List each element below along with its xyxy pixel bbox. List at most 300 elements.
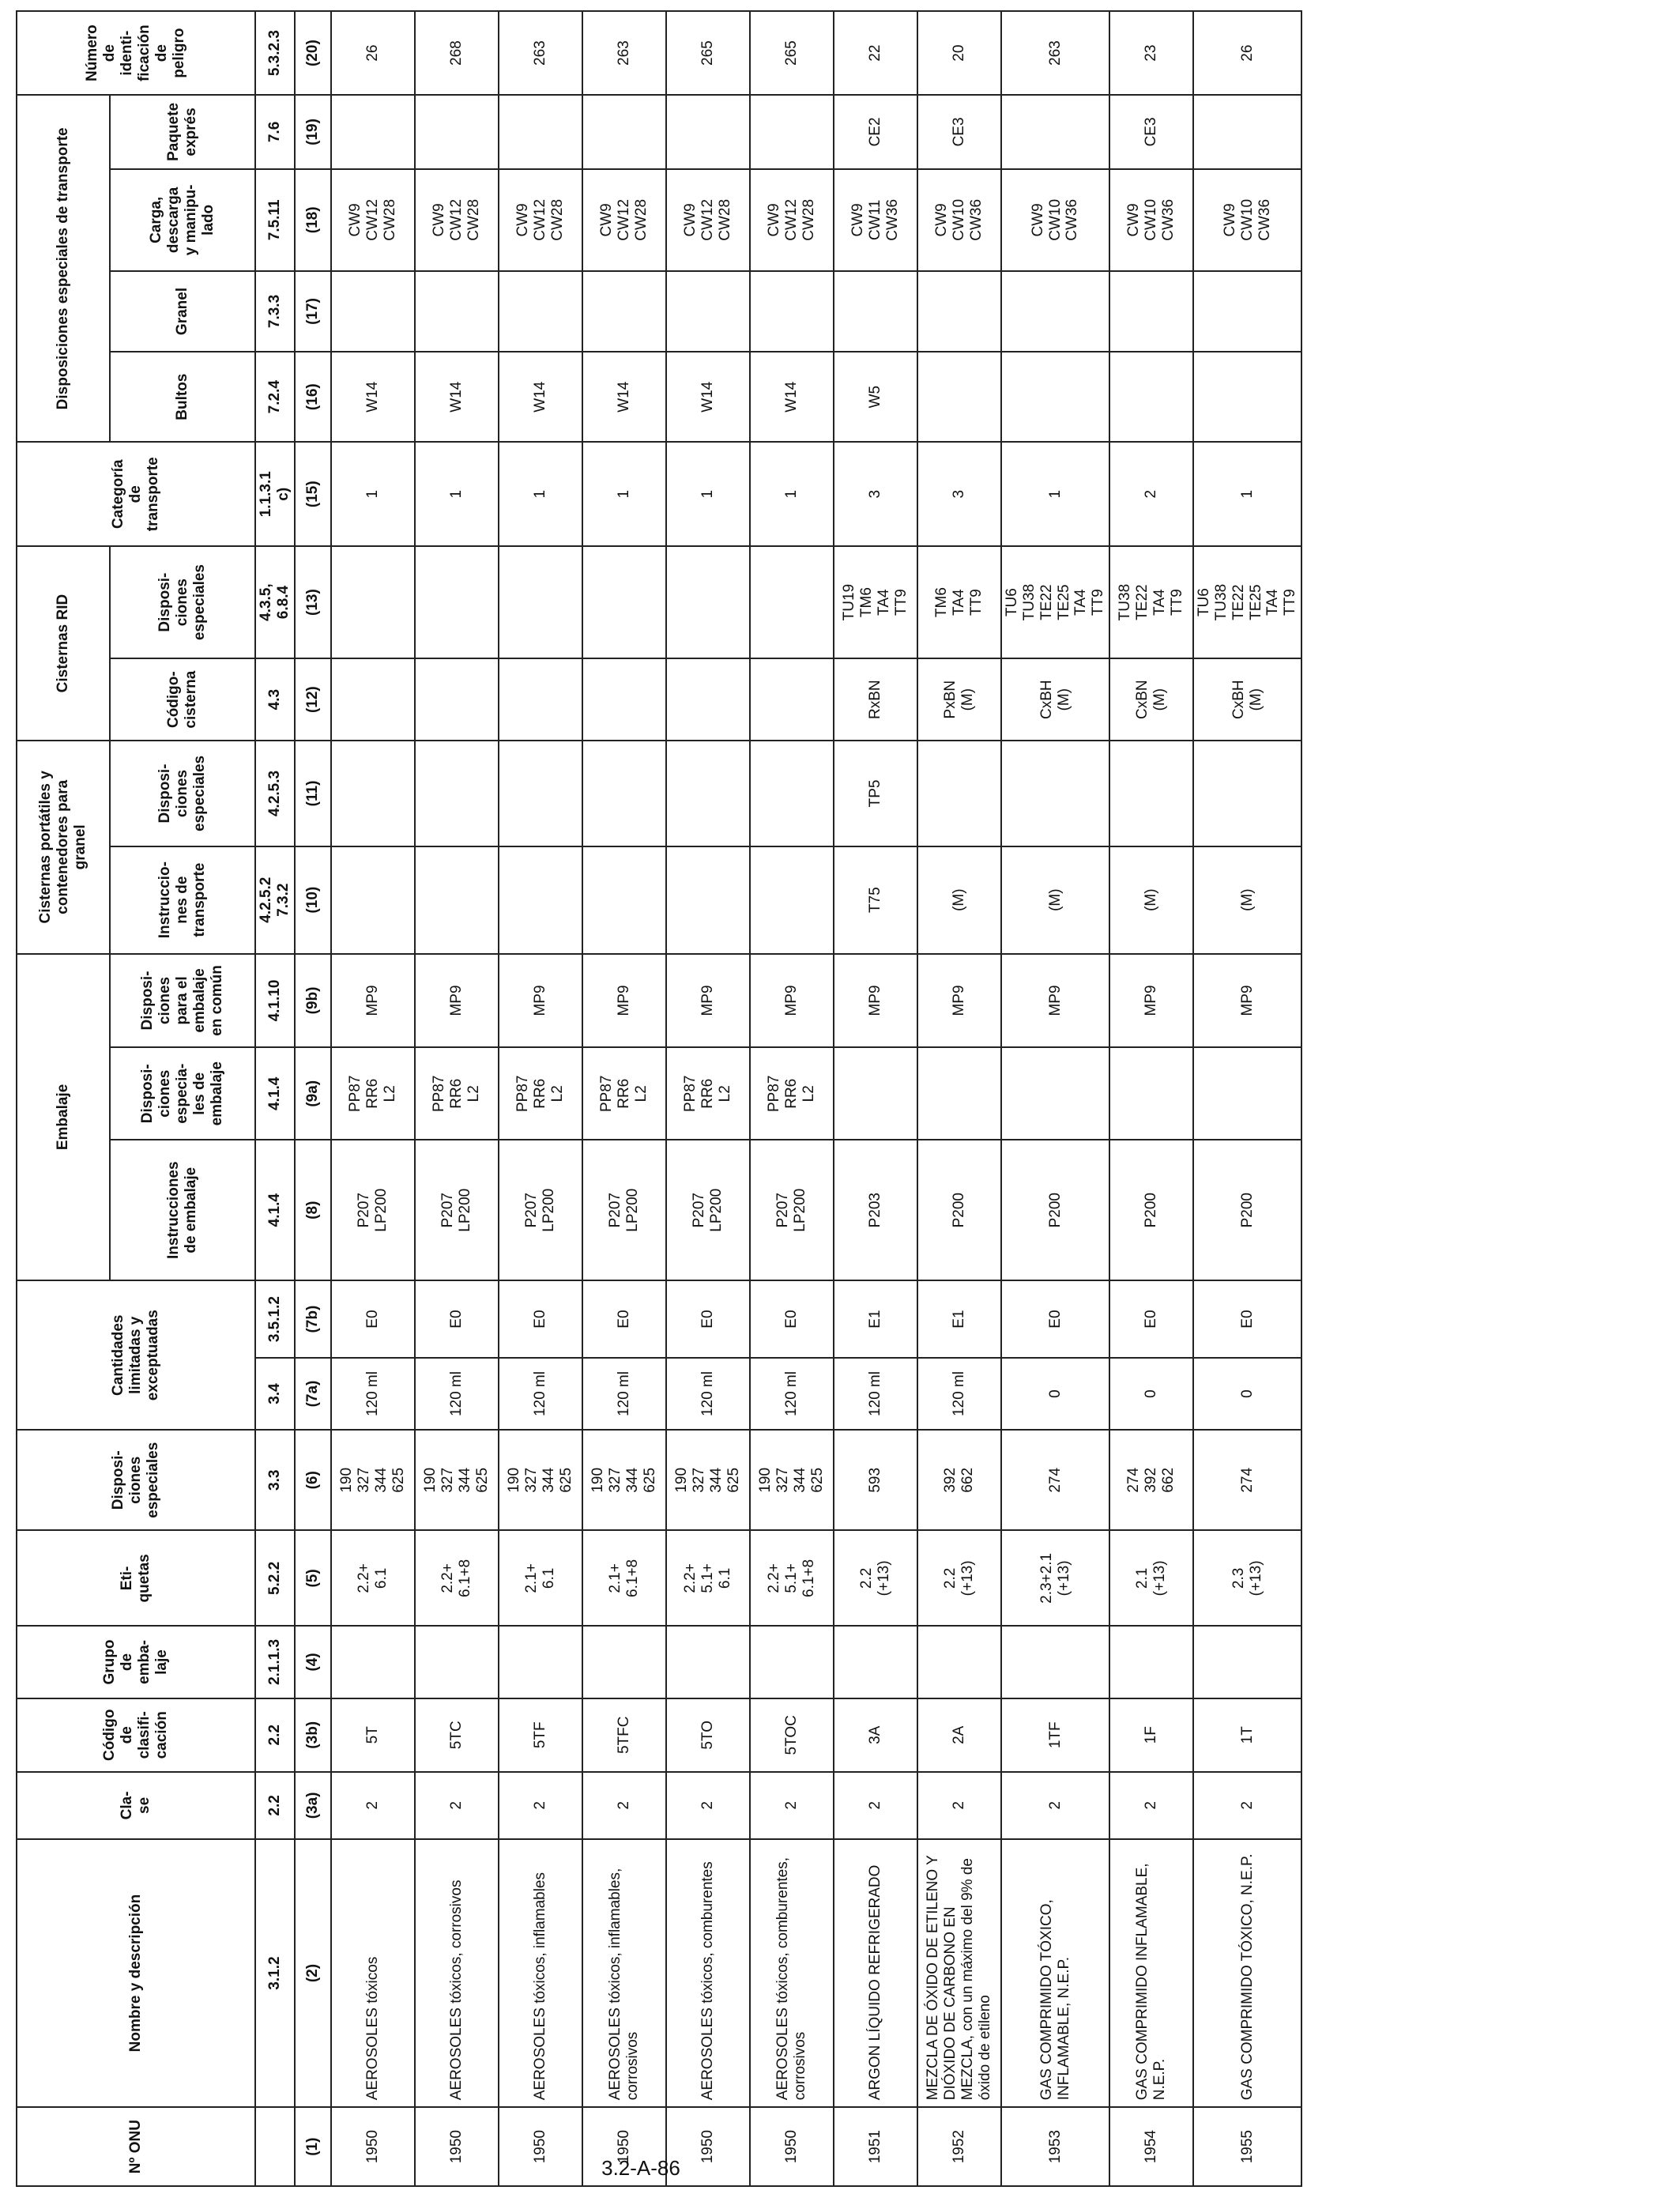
data-row-labels: 2.2+ 5.1+ 6.1 xyxy=(666,1530,750,1626)
ref-row-loading: 7.5.11 xyxy=(255,169,295,271)
data-row-bulk xyxy=(331,271,415,352)
data-row-packing-group xyxy=(499,1626,582,1698)
data-row-bulk xyxy=(499,271,582,352)
data-row-limited-qty: 120 ml xyxy=(415,1358,499,1430)
ref-row-labels: 5.2.2 xyxy=(255,1530,295,1626)
data-row-transport-category: 1 xyxy=(582,442,666,546)
data-row-express: CE3 xyxy=(917,95,1001,168)
page-number: 3.2-A-86 xyxy=(601,2156,680,2180)
data-row-transport-category: 1 xyxy=(1001,442,1109,546)
data-row-labels: 2.1 (+13) xyxy=(1109,1530,1193,1626)
data-row-class: 2 xyxy=(331,1772,415,1839)
data-row-tank-instructions: (M) xyxy=(1001,846,1109,954)
data-row-mixed-packing: MP9 xyxy=(750,954,834,1048)
data-row-bulk xyxy=(1193,271,1301,352)
header-tank-code: Código- cisterna xyxy=(110,658,255,741)
data-row-packing-group xyxy=(917,1626,1001,1698)
data-row-packages: W14 xyxy=(750,352,834,443)
col-number-row-express: (19) xyxy=(295,95,331,168)
data-row-class: 2 xyxy=(1001,1772,1109,1839)
data-row-name: ARGON LÍQUIDO REFRIGERADO xyxy=(834,1839,917,2107)
col-number-row-packages: (16) xyxy=(295,352,331,443)
data-row-transport-category: 1 xyxy=(415,442,499,546)
data-row-limited-qty: 0 xyxy=(1193,1358,1301,1430)
data-row-special-packing: PP87 RR6 L2 xyxy=(582,1047,666,1140)
data-row-mixed-packing: MP9 xyxy=(415,954,499,1048)
data-row-special-packing: PP87 RR6 L2 xyxy=(415,1047,499,1140)
data-row-special-provisions: 190 327 344 625 xyxy=(582,1430,666,1530)
data-row-excepted-qty: E0 xyxy=(582,1280,666,1358)
data-row-packing-group xyxy=(582,1626,666,1698)
data-row-classification-code: 5TOC xyxy=(750,1698,834,1772)
data-row-packing-instructions: P200 xyxy=(1001,1140,1109,1280)
data-row xyxy=(917,11,1001,2186)
data-row-labels: 2.1+ 6.1+8 xyxy=(582,1530,666,1626)
data-row-bulk xyxy=(415,271,499,352)
data-row-limited-qty: 120 ml xyxy=(834,1358,917,1430)
data-row-mixed-packing: MP9 xyxy=(1193,954,1301,1048)
data-row-tank-code: CxBN (M) xyxy=(1109,658,1193,741)
data-row-special-provisions: 190 327 344 625 xyxy=(666,1430,750,1530)
data-row-classification-code: 1F xyxy=(1109,1698,1193,1772)
data-row-tank-instructions: (M) xyxy=(1109,846,1193,954)
header-packaging: Embalaje xyxy=(17,954,110,1281)
data-row-excepted-qty: E0 xyxy=(499,1280,582,1358)
ref-row-class: 2.2 xyxy=(255,1772,295,1839)
data-row-tank-code xyxy=(499,658,582,741)
header-transport-category: Categoría de transporte xyxy=(17,442,255,546)
data-row-packages: W14 xyxy=(415,352,499,443)
data-row-rid-special xyxy=(750,546,834,658)
data-row-packing-instructions: P207 LP200 xyxy=(331,1140,415,1280)
data-row-rid-special xyxy=(499,546,582,658)
data-row-loading: CW9 CW10 CW36 xyxy=(1109,169,1193,271)
header-rid-tanks: Cisternas RID xyxy=(17,546,110,741)
col-number-row-limited-qty: (7a) xyxy=(295,1358,331,1430)
col-number-row-labels: (5) xyxy=(295,1530,331,1626)
data-row-classification-code: 5TO xyxy=(666,1698,750,1772)
data-row-tank-instructions xyxy=(582,846,666,954)
data-row-loading: CW9 CW12 CW28 xyxy=(415,169,499,271)
data-row-excepted-qty: E0 xyxy=(666,1280,750,1358)
data-row-tank-special: TP5 xyxy=(834,741,917,846)
data-row-mixed-packing: MP9 xyxy=(666,954,750,1048)
data-row-transport-category: 1 xyxy=(1193,442,1301,546)
data-row-packages xyxy=(1109,352,1193,443)
data-row-mixed-packing: MP9 xyxy=(917,954,1001,1048)
data-row-transport-category: 1 xyxy=(331,442,415,546)
data-row-mixed-packing: MP9 xyxy=(1001,954,1109,1048)
data-row-name: AEROSOLES tóxicos, comburentes xyxy=(666,1839,750,2107)
data-row-special-packing: PP87 RR6 L2 xyxy=(750,1047,834,1140)
ref-row-tank-instructions: 4.2.5.2 7.3.2 xyxy=(255,846,295,954)
data-row-classification-code: 1TF xyxy=(1001,1698,1109,1772)
data-row-name: GAS COMPRIMIDO TÓXICO, INFLAMABLE, N.E.P. xyxy=(1001,1839,1109,2107)
data-row-un-no: 1955 xyxy=(1193,2107,1301,2186)
data-row xyxy=(1001,11,1109,2186)
data-row-loading: CW9 CW12 CW28 xyxy=(582,169,666,271)
data-row-packages: W14 xyxy=(666,352,750,443)
ref-row-tank-code: 4.3 xyxy=(255,658,295,741)
data-row-hazard-id: 263 xyxy=(582,11,666,95)
header-classification-code: Código de clasifi- cación xyxy=(17,1698,255,1772)
data-row-name: AEROSOLES tóxicos, comburentes, corrosivos xyxy=(750,1839,834,2107)
data-row-limited-qty: 120 ml xyxy=(331,1358,415,1430)
data-row-un-no: 1953 xyxy=(1001,2107,1109,2186)
col-number-row-packing-group: (4) xyxy=(295,1626,331,1698)
header-un-no: Nº ONU xyxy=(17,2107,255,2186)
data-row-packing-group xyxy=(750,1626,834,1698)
data-row-excepted-qty: E1 xyxy=(917,1280,1001,1358)
data-row-labels: 2.2+ 6.1+8 xyxy=(415,1530,499,1626)
col-number-row-tank-code: (12) xyxy=(295,658,331,741)
data-row-express xyxy=(499,95,582,168)
data-row-special-provisions: 274 xyxy=(1001,1430,1109,1530)
data-row-packing-instructions: P207 LP200 xyxy=(582,1140,666,1280)
data-row-packing-group xyxy=(666,1626,750,1698)
col-number-row-transport-category: (15) xyxy=(295,442,331,546)
data-row-rid-special: TU38 TE22 TA4 TT9 xyxy=(1109,546,1193,658)
header-express: Paquete exprés xyxy=(110,95,255,168)
data-row-tank-special xyxy=(415,741,499,846)
rotated-table-container xyxy=(16,10,1299,2187)
data-row-limited-qty: 0 xyxy=(1109,1358,1193,1430)
data-row-packing-instructions: P207 LP200 xyxy=(415,1140,499,1280)
col-number-row-mixed-packing: (9b) xyxy=(295,954,331,1048)
data-row-class: 2 xyxy=(415,1772,499,1839)
data-row-hazard-id: 265 xyxy=(750,11,834,95)
data-row-tank-code xyxy=(750,658,834,741)
ref-row-tank-special: 4.2.5.3 xyxy=(255,741,295,846)
data-row-class: 2 xyxy=(582,1772,666,1839)
data-row-name: AEROSOLES tóxicos, inflamables xyxy=(499,1839,582,2107)
data-row-loading: CW9 CW12 CW28 xyxy=(331,169,415,271)
ref-row-hazard-id: 5.3.2.3 xyxy=(255,11,295,95)
data-row-excepted-qty: E0 xyxy=(750,1280,834,1358)
col-number-row-un-no: (1) xyxy=(295,2107,331,2186)
data-row-packing-group xyxy=(1001,1626,1109,1698)
data-row-tank-special xyxy=(917,741,1001,846)
header-packing-group: Grupo de emba- laje xyxy=(17,1626,255,1698)
header-portable-tanks: Cisternas portátiles y contenedores para granel xyxy=(17,741,110,953)
data-row-bulk xyxy=(582,271,666,352)
header-hazard-id: Número de identi- ficación de peligro xyxy=(17,11,255,95)
data-row-packing-group xyxy=(1193,1626,1301,1698)
header-mixed-packing: Disposi- ciones para el embalaje en común xyxy=(110,954,255,1048)
data-row-labels: 2.3 (+13) xyxy=(1193,1530,1301,1626)
header-transport-special: Disposiciones especiales de transporte xyxy=(17,95,110,442)
col-number-row-special-provisions: (6) xyxy=(295,1430,331,1530)
data-row-excepted-qty: E0 xyxy=(1001,1280,1109,1358)
data-row-tank-instructions: (M) xyxy=(917,846,1001,954)
data-row-labels: 2.3+2.1 (+13) xyxy=(1001,1530,1109,1626)
header-limited-quantities: Cantidades limitadas y exceptuadas xyxy=(17,1280,255,1430)
data-row xyxy=(834,11,917,2186)
header-name: Nombre y descripción xyxy=(17,1839,255,2107)
data-row-loading: CW9 CW10 CW36 xyxy=(1001,169,1109,271)
col-number-row-loading: (18) xyxy=(295,169,331,271)
data-row xyxy=(331,11,415,2186)
data-row-packages xyxy=(1193,352,1301,443)
header-loading: Carga, descarga y manipu- lado xyxy=(110,169,255,271)
data-row-rid-special xyxy=(582,546,666,658)
data-row-tank-instructions xyxy=(750,846,834,954)
data-row-classification-code: 5TF xyxy=(499,1698,582,1772)
ref-row-special-packing: 4.1.4 xyxy=(255,1047,295,1140)
ref-row-special-provisions: 3.3 xyxy=(255,1430,295,1530)
ref-row-mixed-packing: 4.1.10 xyxy=(255,954,295,1048)
data-row-special-provisions: 392 662 xyxy=(917,1430,1001,1530)
data-row-excepted-qty: E0 xyxy=(331,1280,415,1358)
data-row-un-no: 1950 xyxy=(499,2107,582,2186)
header-tank-special: Disposi- ciones especiales xyxy=(110,741,255,846)
data-row-packages: W14 xyxy=(331,352,415,443)
data-row-un-no: 1950 xyxy=(750,2107,834,2186)
data-row-rid-special xyxy=(331,546,415,658)
data-row-limited-qty: 120 ml xyxy=(750,1358,834,1430)
header-rid-special: Disposi- ciones especiales xyxy=(110,546,255,658)
data-row-transport-category: 1 xyxy=(499,442,582,546)
data-row-tank-instructions xyxy=(666,846,750,954)
data-row-hazard-id: 23 xyxy=(1109,11,1193,95)
data-row-express xyxy=(1001,95,1109,168)
data-row-un-no: 1950 xyxy=(331,2107,415,2186)
data-row-un-no: 1952 xyxy=(917,2107,1001,2186)
data-row-tank-special xyxy=(499,741,582,846)
data-row-loading: CW9 CW12 CW28 xyxy=(750,169,834,271)
data-row-limited-qty: 120 ml xyxy=(499,1358,582,1430)
col-number-row-tank-instructions: (10) xyxy=(295,846,331,954)
header-packages: Bultos xyxy=(110,352,255,443)
col-number-row xyxy=(295,11,331,2186)
data-row-limited-qty: 120 ml xyxy=(917,1358,1001,1430)
data-row-hazard-id: 268 xyxy=(415,11,499,95)
data-row-hazard-id: 265 xyxy=(666,11,750,95)
data-row xyxy=(582,11,666,2186)
ref-row-transport-category: 1.1.3.1 c) xyxy=(255,442,295,546)
data-row-hazard-id: 22 xyxy=(834,11,917,95)
data-row-labels: 2.2 (+13) xyxy=(917,1530,1001,1626)
data-row-packages: W5 xyxy=(834,352,917,443)
col-number-row-rid-special: (13) xyxy=(295,546,331,658)
data-row-name: AEROSOLES tóxicos, corrosivos xyxy=(415,1839,499,2107)
header-special-packing: Disposi- ciones especia- les de embalaje xyxy=(110,1047,255,1140)
data-row-packing-instructions: P207 LP200 xyxy=(499,1140,582,1280)
data-row-tank-special xyxy=(582,741,666,846)
data-row-classification-code: 5T xyxy=(331,1698,415,1772)
data-row-classification-code: 2A xyxy=(917,1698,1001,1772)
data-row-class: 2 xyxy=(834,1772,917,1839)
data-row-name: MEZCLA DE ÓXIDO DE ETILENO Y DIÓXIDO DE CARBONO EN MEZCLA, con un máximo del 9% de óxido de etileno xyxy=(917,1839,1001,2107)
data-row-class: 2 xyxy=(666,1772,750,1839)
data-row-bulk xyxy=(1001,271,1109,352)
col-number-row-special-packing: (9a) xyxy=(295,1047,331,1140)
data-row-special-packing xyxy=(917,1047,1001,1140)
data-row-limited-qty: 0 xyxy=(1001,1358,1109,1430)
data-row-hazard-id: 26 xyxy=(1193,11,1301,95)
col-number-row-hazard-id: (20) xyxy=(295,11,331,95)
data-row-tank-special xyxy=(666,741,750,846)
data-row-transport-category: 3 xyxy=(834,442,917,546)
data-row-excepted-qty: E1 xyxy=(834,1280,917,1358)
data-row-tank-instructions: (M) xyxy=(1193,846,1301,954)
data-row xyxy=(499,11,582,2186)
ref-row-packing-instructions: 4.1.4 xyxy=(255,1140,295,1280)
data-row-rid-special xyxy=(666,546,750,658)
data-row-tank-instructions xyxy=(415,846,499,954)
data-row-special-packing xyxy=(1193,1047,1301,1140)
data-row-rid-special xyxy=(415,546,499,658)
data-row-hazard-id: 26 xyxy=(331,11,415,95)
data-row xyxy=(1109,11,1193,2186)
header-packing-instructions: Instrucciones de embalaje xyxy=(110,1140,255,1280)
dangerous-goods-table xyxy=(16,10,1302,2187)
data-row-name: GAS COMPRIMIDO TÓXICO, N.E.P. xyxy=(1193,1839,1301,2107)
data-row-loading: CW9 CW10 CW36 xyxy=(1193,169,1301,271)
data-row-un-no: 1950 xyxy=(582,2107,666,2186)
data-row-tank-instructions xyxy=(499,846,582,954)
data-row-un-no: 1954 xyxy=(1109,2107,1193,2186)
data-row-bulk xyxy=(666,271,750,352)
ref-row-express: 7.6 xyxy=(255,95,295,168)
ref-row-rid-special: 4.3.5, 6.8.4 xyxy=(255,546,295,658)
data-row-packing-group xyxy=(834,1626,917,1698)
data-row-transport-category: 1 xyxy=(666,442,750,546)
col-number-row-tank-special: (11) xyxy=(295,741,331,846)
data-row-packing-instructions: P200 xyxy=(1193,1140,1301,1280)
data-row-packages: W14 xyxy=(582,352,666,443)
data-row-transport-category: 2 xyxy=(1109,442,1193,546)
ref-row-packages: 7.2.4 xyxy=(255,352,295,443)
data-row-special-provisions: 274 392 662 xyxy=(1109,1430,1193,1530)
data-row-special-packing xyxy=(834,1047,917,1140)
data-row-packages xyxy=(917,352,1001,443)
data-row-loading: CW9 CW12 CW28 xyxy=(666,169,750,271)
data-row-packages: W14 xyxy=(499,352,582,443)
data-row-rid-special: TM6 TA4 TT9 xyxy=(917,546,1001,658)
data-row-express: CE3 xyxy=(1109,95,1193,168)
header-bulk: Granel xyxy=(110,271,255,352)
data-row-excepted-qty: E0 xyxy=(1109,1280,1193,1358)
data-row-name: GAS COMPRIMIDO INFLAMABLE, N.E.P. xyxy=(1109,1839,1193,2107)
ref-row-excepted-qty: 3.5.1.2 xyxy=(255,1280,295,1358)
data-row-name: AEROSOLES tóxicos, inflamables, corrosivos xyxy=(582,1839,666,2107)
data-row-classification-code: 5TFC xyxy=(582,1698,666,1772)
data-row-mixed-packing: MP9 xyxy=(1109,954,1193,1048)
header-class: Cla- se xyxy=(17,1772,255,1839)
data-row-mixed-packing: MP9 xyxy=(834,954,917,1048)
data-row-labels: 2.1+ 6.1 xyxy=(499,1530,582,1626)
data-row-special-packing xyxy=(1001,1047,1109,1140)
data-row-limited-qty: 120 ml xyxy=(582,1358,666,1430)
data-row-tank-code: CxBH (M) xyxy=(1193,658,1301,741)
data-row-express xyxy=(331,95,415,168)
data-row-tank-code xyxy=(331,658,415,741)
data-row-hazard-id: 20 xyxy=(917,11,1001,95)
data-row xyxy=(666,11,750,2186)
data-row-express xyxy=(1193,95,1301,168)
data-row-tank-special xyxy=(750,741,834,846)
data-row-tank-special xyxy=(1001,741,1109,846)
col-number-row-excepted-qty: (7b) xyxy=(295,1280,331,1358)
data-row-tank-code xyxy=(666,658,750,741)
data-row-rid-special: TU6 TU38 TE22 TE25 TA4 TT9 xyxy=(1001,546,1109,658)
data-row-special-provisions: 274 xyxy=(1193,1430,1301,1530)
data-row-tank-code: CxBH (M) xyxy=(1001,658,1109,741)
col-number-row-bulk: (17) xyxy=(295,271,331,352)
data-row xyxy=(750,11,834,2186)
data-row-express: CE2 xyxy=(834,95,917,168)
data-row-classification-code: 1T xyxy=(1193,1698,1301,1772)
data-row-express xyxy=(666,95,750,168)
data-row-bulk xyxy=(1109,271,1193,352)
data-row-express xyxy=(750,95,834,168)
data-row-tank-code xyxy=(582,658,666,741)
col-number-row-name: (2) xyxy=(295,1839,331,2107)
data-row-loading: CW9 CW10 CW36 xyxy=(917,169,1001,271)
ref-row-packing-group: 2.1.1.3 xyxy=(255,1626,295,1698)
data-row-special-packing: PP87 RR6 L2 xyxy=(331,1047,415,1140)
data-row-tank-instructions: T75 xyxy=(834,846,917,954)
ref-row-bulk: 7.3.3 xyxy=(255,271,295,352)
data-row-hazard-id: 263 xyxy=(499,11,582,95)
data-row-packing-instructions: P207 LP200 xyxy=(750,1140,834,1280)
data-row-rid-special: TU19 TM6 TA4 TT9 xyxy=(834,546,917,658)
ref-row xyxy=(255,11,295,2186)
data-row-labels: 2.2+ 6.1 xyxy=(331,1530,415,1626)
header-labels: Eti- quetas xyxy=(17,1530,255,1626)
data-row xyxy=(415,11,499,2186)
data-row-un-no: 1950 xyxy=(666,2107,750,2186)
data-row-loading: CW9 CW12 CW28 xyxy=(499,169,582,271)
data-row-tank-special xyxy=(1109,741,1193,846)
data-row-class: 2 xyxy=(1109,1772,1193,1839)
col-number-row-class: (3a) xyxy=(295,1772,331,1839)
ref-row-limited-qty: 3.4 xyxy=(255,1358,295,1430)
data-row-tank-code: PxBN (M) xyxy=(917,658,1001,741)
data-row-packing-instructions: P200 xyxy=(1109,1140,1193,1280)
col-number-row-classification-code: (3b) xyxy=(295,1698,331,1772)
data-row-packing-group xyxy=(331,1626,415,1698)
data-row-bulk xyxy=(750,271,834,352)
data-row-un-no: 1951 xyxy=(834,2107,917,2186)
data-row-transport-category: 1 xyxy=(750,442,834,546)
data-row-packing-group xyxy=(415,1626,499,1698)
data-row-express xyxy=(582,95,666,168)
data-row-packages xyxy=(1001,352,1109,443)
data-row-limited-qty: 120 ml xyxy=(666,1358,750,1430)
data-row-packing-instructions: P200 xyxy=(917,1140,1001,1280)
data-row-labels: 2.2 (+13) xyxy=(834,1530,917,1626)
data-row-tank-special xyxy=(331,741,415,846)
ref-row-classification-code: 2.2 xyxy=(255,1698,295,1772)
header-special-provisions: Disposi- ciones especiales xyxy=(17,1430,255,1530)
data-row-express xyxy=(415,95,499,168)
data-row-special-packing: PP87 RR6 L2 xyxy=(499,1047,582,1140)
data-row xyxy=(1193,11,1301,2186)
data-row-class: 2 xyxy=(917,1772,1001,1839)
data-row-special-provisions: 593 xyxy=(834,1430,917,1530)
data-row-packing-instructions: P207 LP200 xyxy=(666,1140,750,1280)
ref-row-name: 3.1.2 xyxy=(255,1839,295,2107)
data-row-labels: 2.2+ 5.1+ 6.1+8 xyxy=(750,1530,834,1626)
data-row-transport-category: 3 xyxy=(917,442,1001,546)
data-row-loading: CW9 CW11 CW36 xyxy=(834,169,917,271)
data-row-excepted-qty: E0 xyxy=(1193,1280,1301,1358)
data-row-class: 2 xyxy=(499,1772,582,1839)
data-row-class: 2 xyxy=(1193,1772,1301,1839)
data-row-mixed-packing: MP9 xyxy=(499,954,582,1048)
